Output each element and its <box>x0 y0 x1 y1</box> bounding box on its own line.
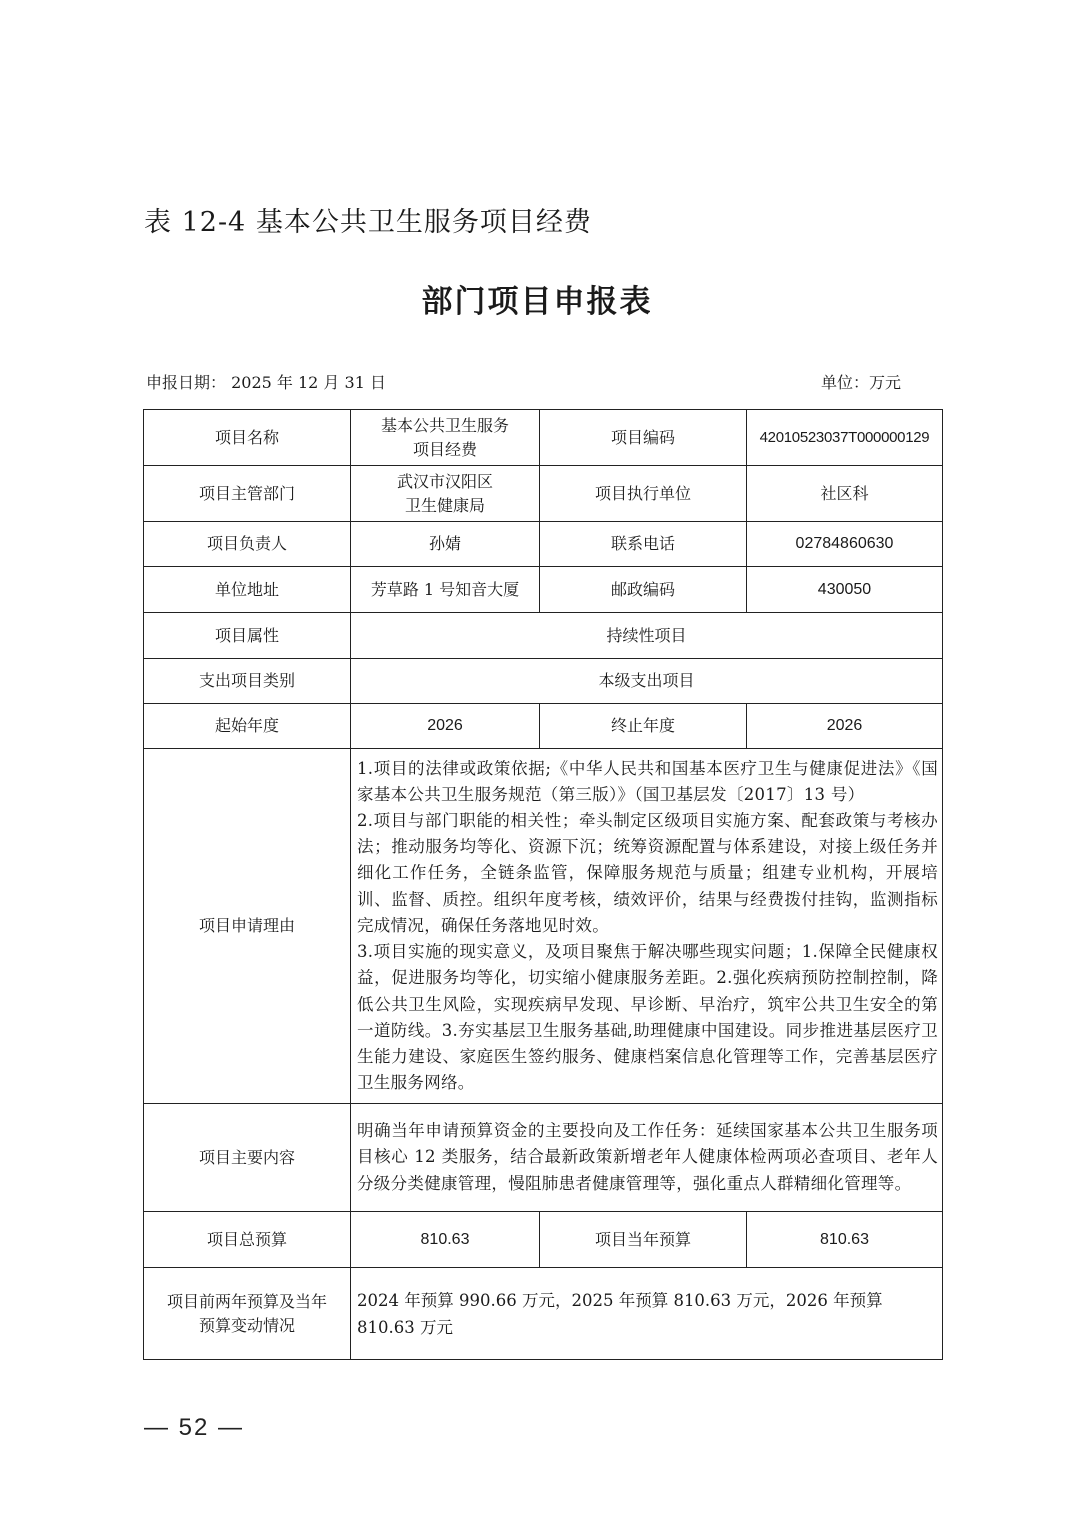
postcode-label: 邮政编码 <box>540 567 747 613</box>
exec-unit-label: 项目执行单位 <box>540 466 747 522</box>
reason <box>351 749 943 1104</box>
start-year: 2026 <box>351 704 540 749</box>
table-row <box>144 567 943 613</box>
total-budget-label: 项目总预算 <box>144 1212 351 1268</box>
project-name-label: 项目名称 <box>144 410 351 466</box>
dept-label: 项目主管部门 <box>144 466 351 522</box>
dept-line2: 卫生健康局 <box>404 495 485 515</box>
page-number: — 52 — <box>144 1414 245 1441</box>
reason-paragraph-3: 3.项目实施的现实意义，及项目聚焦于解决哪些现实问题；1.保障全民健康权益，促进服务均等化，切实缩小健康服务差距。2.强化疾病预防控制控制，降低公共卫生风险，实现疾病早发现、早诊断、早治疗，筑牢公共卫生安全的第一道防线。3.夯实基层卫生服务基础,助理健康中国建设。同步推进基层医疗卫生能力建设、家庭医生签约服务、健康档案信息化管理等工作，完善基层医疗卫生服务网络。 <box>357 942 938 1093</box>
content: 明确当年申请预算资金的主要投向及工作任务：延续国家基本公共卫生服务项目核心 12 类服务，结合最新政策新增老年人健康体检两项必查项目、老年人分级分类健康管理，慢阻肺患者健康管理等，强化重点人群精细化管理等。 <box>351 1104 943 1212</box>
category: 本级支出项目 <box>351 659 943 704</box>
end-year-label: 终止年度 <box>540 704 747 749</box>
attribute-label: 项目属性 <box>144 613 351 659</box>
table-row <box>144 1212 943 1268</box>
table-row <box>144 1104 943 1212</box>
budget-history: 2024 年预算 990.66 万元，2025 年预算 810.63 万元，2026 年预算 810.63 万元 <box>351 1268 943 1360</box>
table-row <box>144 613 943 659</box>
dept-line1: 武汉市汉阳区 <box>396 471 493 491</box>
project-name-line1: 基本公共卫生服务 <box>380 415 509 435</box>
total-budget: 810.63 <box>351 1212 540 1268</box>
history-label-line2: 预算变动情况 <box>198 1315 295 1335</box>
current-budget: 810.63 <box>747 1212 943 1268</box>
start-year-label: 起始年度 <box>144 704 351 749</box>
project-name-line2: 项目经费 <box>412 439 477 459</box>
table-row <box>144 410 943 466</box>
phone: 02784860630 <box>747 522 943 567</box>
project-code-label: 项目编码 <box>540 410 747 466</box>
table-row <box>144 704 943 749</box>
history-label-line1: 项目前两年预算及当年 <box>166 1291 327 1311</box>
postcode: 430050 <box>747 567 943 613</box>
table-row <box>144 749 943 1104</box>
project-code: 42010523037T000000129 <box>747 410 943 466</box>
category-label: 支出项目类别 <box>144 659 351 704</box>
reason-paragraph-2: 2.项目与部门职能的相关性；牵头制定区级项目实施方案、配套政策与考核办法；推动服务均等化、资源下沉；统筹资源配置与体系建设，对接上级任务并细化工作任务，全链条监管，保障服务规范与质量；组建专业机构，开展培训、监督、质控。组织年度考核，绩效评价，结果与经费拨付挂钩，监测指标完成情况，确保任务落地见时效。 <box>357 811 938 935</box>
current-budget-label: 项目当年预算 <box>540 1212 747 1268</box>
table-row <box>144 659 943 704</box>
attribute: 持续性项目 <box>351 613 943 659</box>
document-heading: 表 12-4 基本公共卫生服务项目经费 <box>144 207 592 238</box>
leader: 孙婧 <box>351 522 540 567</box>
content-label: 项目主要内容 <box>144 1104 351 1212</box>
project-name <box>351 410 540 466</box>
table-row <box>144 1268 943 1360</box>
project-declaration-table <box>143 409 943 1360</box>
meta-row <box>146 370 901 393</box>
table-row <box>144 522 943 567</box>
report-date: 申报日期： 2025 年 12 月 31 日 <box>146 373 386 392</box>
end-year: 2026 <box>747 704 943 749</box>
reason-paragraph-1: 1.项目的法律或政策依据;《中华人民共和国基本医疗卫生与健康促进法》《国家基本公共卫生服务规范（第三版）》（国卫基层发〔2017〕13 号） <box>357 758 938 804</box>
history-label <box>144 1268 351 1360</box>
address-label: 单位地址 <box>144 567 351 613</box>
leader-label: 项目负责人 <box>144 522 351 567</box>
dept <box>351 466 540 522</box>
exec-unit: 社区科 <box>747 466 943 522</box>
table-row <box>144 466 943 522</box>
phone-label: 联系电话 <box>540 522 747 567</box>
unit-label: 单位：万元 <box>820 373 901 392</box>
form-title: 部门项目申报表 <box>421 284 653 320</box>
address: 芳草路 1 号知音大厦 <box>351 567 540 613</box>
reason-label: 项目申请理由 <box>144 749 351 1104</box>
